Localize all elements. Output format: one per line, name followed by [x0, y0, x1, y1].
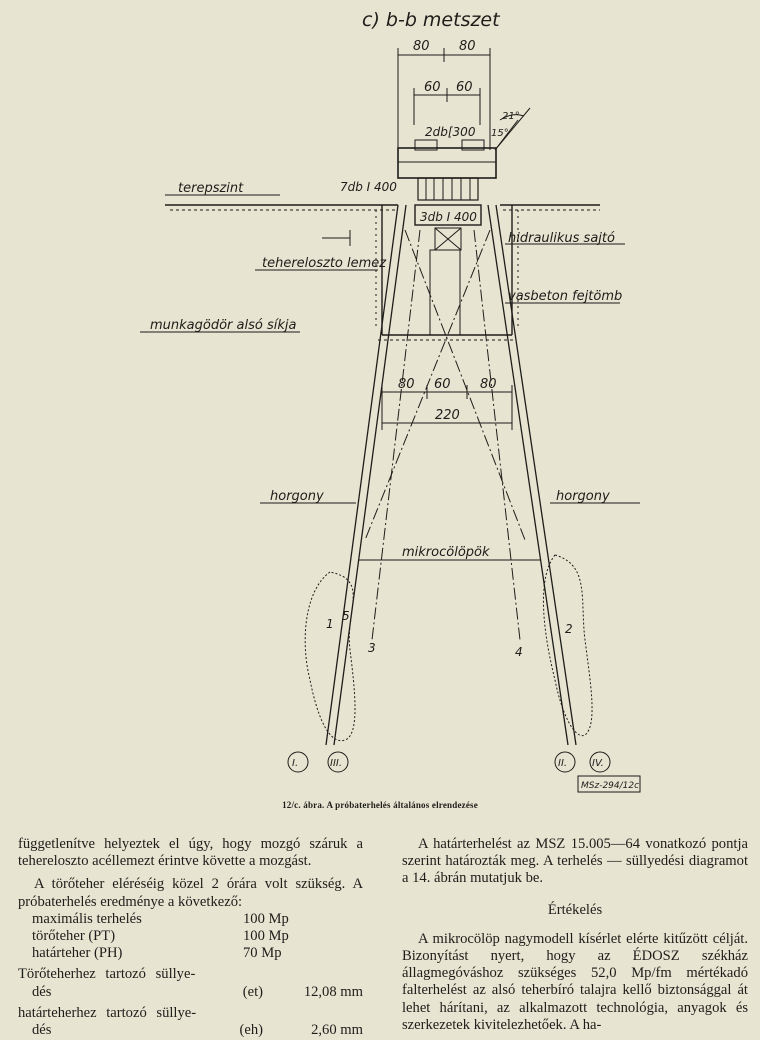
- result-value: 100 Mp: [243, 910, 289, 927]
- label-anchor-left: horgony: [270, 489, 324, 504]
- beam-7-label: 7db I 400: [340, 180, 397, 194]
- settlement-1-value: 12,08 mm: [303, 983, 363, 1000]
- roman-label-1: I.: [292, 758, 299, 769]
- label-micropiles: mikrocölöpök: [402, 545, 490, 560]
- left-column: [18, 836, 363, 1039]
- angle-label-1: 21°: [502, 111, 520, 122]
- label-anchor-right: horgony: [556, 489, 610, 504]
- roman-label-3: III.: [330, 758, 343, 769]
- result-row: [18, 928, 363, 945]
- label-plate: tehereloszto lemez: [262, 256, 387, 271]
- right-column: [402, 836, 748, 1034]
- result-label: törőteher (PT): [32, 928, 116, 945]
- settlement-2-row: [18, 1022, 363, 1039]
- drawing-stamp: MSz-294/12c: [581, 781, 640, 791]
- angle-label-2: 15°: [491, 128, 509, 139]
- label-block: vasbeton fejtömb: [508, 289, 623, 304]
- settlement-1-symbol: (et): [242, 983, 263, 1000]
- pile-label-2: 2: [565, 622, 573, 636]
- beam-top-label: 2db[300: [425, 125, 476, 139]
- result-label: maximális terhelés: [32, 910, 142, 927]
- roman-label-2: II.: [558, 758, 568, 769]
- result-row: [18, 911, 363, 928]
- settlement-1-line2: dés: [32, 983, 52, 1000]
- label-ground: terepszint: [178, 181, 244, 196]
- settlement-2-symbol: (eh): [239, 1022, 263, 1039]
- dim-bot-3: 80: [480, 377, 497, 392]
- section-title: c) b-b metszet: [362, 9, 500, 31]
- right-paragraph-2: A mikrocölöp nagymodell kísérlet elérte kitűzött célját. Bizonyítást nyert, hogy az ÉDOSZ székház állagmegóváshoz szükséges 52,0 Mp/fm mértékadó falterhelést az alsó teherbíró talajra kellő biztonsággal át lehet hárítani, az alkalmazott technológia, anyagok és szerkezetek kivitelezhetőek. A ha-: [402, 930, 748, 1033]
- pile-label-3: 3: [368, 641, 376, 655]
- settlement-2-line1: határteherhez tartozó süllye-: [18, 1004, 197, 1021]
- left-paragraph-1: függetlenítve helyeztek el úgy, hogy mozgó száruk a tehereloszto acéllemezt érintve követte a mozgást.: [18, 836, 363, 870]
- roman-label-4: IV.: [592, 758, 604, 769]
- settlement-1-row: [18, 984, 363, 1001]
- result-value: 100 Mp: [243, 928, 289, 945]
- figure-caption: 12/c. ábra. A próbaterhelés általános elrendezése: [282, 800, 478, 810]
- settlement-2-line2: dés: [32, 1022, 52, 1039]
- result-row: [18, 945, 363, 962]
- dim-mid-1: 60: [424, 80, 441, 95]
- beam-3-label: 3db I 400: [420, 210, 477, 224]
- dim-bot-1: 80: [398, 377, 415, 392]
- result-label: határteher (PH): [32, 945, 123, 962]
- dim-mid-2: 60: [456, 80, 473, 95]
- label-jack: hidraulikus sajtó: [508, 231, 615, 246]
- settlement-2-value: 2,60 mm: [311, 1022, 363, 1039]
- pile-label-5: 5: [342, 609, 350, 623]
- left-paragraph-2: A törőteher eléréséig közel 2 órára volt szükség. A próbaterhelés eredménye a következő:: [18, 876, 363, 910]
- pile-label-1: 1: [326, 617, 334, 631]
- settlement-1-line1: Törőteherhez tartozó süllye-: [18, 966, 196, 983]
- dim-top-1: 80: [413, 39, 430, 54]
- dim-top-2: 80: [459, 39, 476, 54]
- right-paragraph-1: A határterhelést az MSZ 15.005—64 vonatkozó pontja szerint határozták meg. A terhelés — süllyedési diagramot a 14. ábrán mutatjuk be.: [402, 836, 748, 887]
- section-heading: Értékelés: [547, 901, 603, 918]
- pile-label-4: 4: [515, 645, 523, 659]
- dim-total: 220: [435, 408, 460, 423]
- label-pit: munkagödör alsó síkja: [150, 318, 297, 333]
- result-value: 70 Mp: [243, 945, 282, 962]
- dim-bot-2: 60: [434, 377, 451, 392]
